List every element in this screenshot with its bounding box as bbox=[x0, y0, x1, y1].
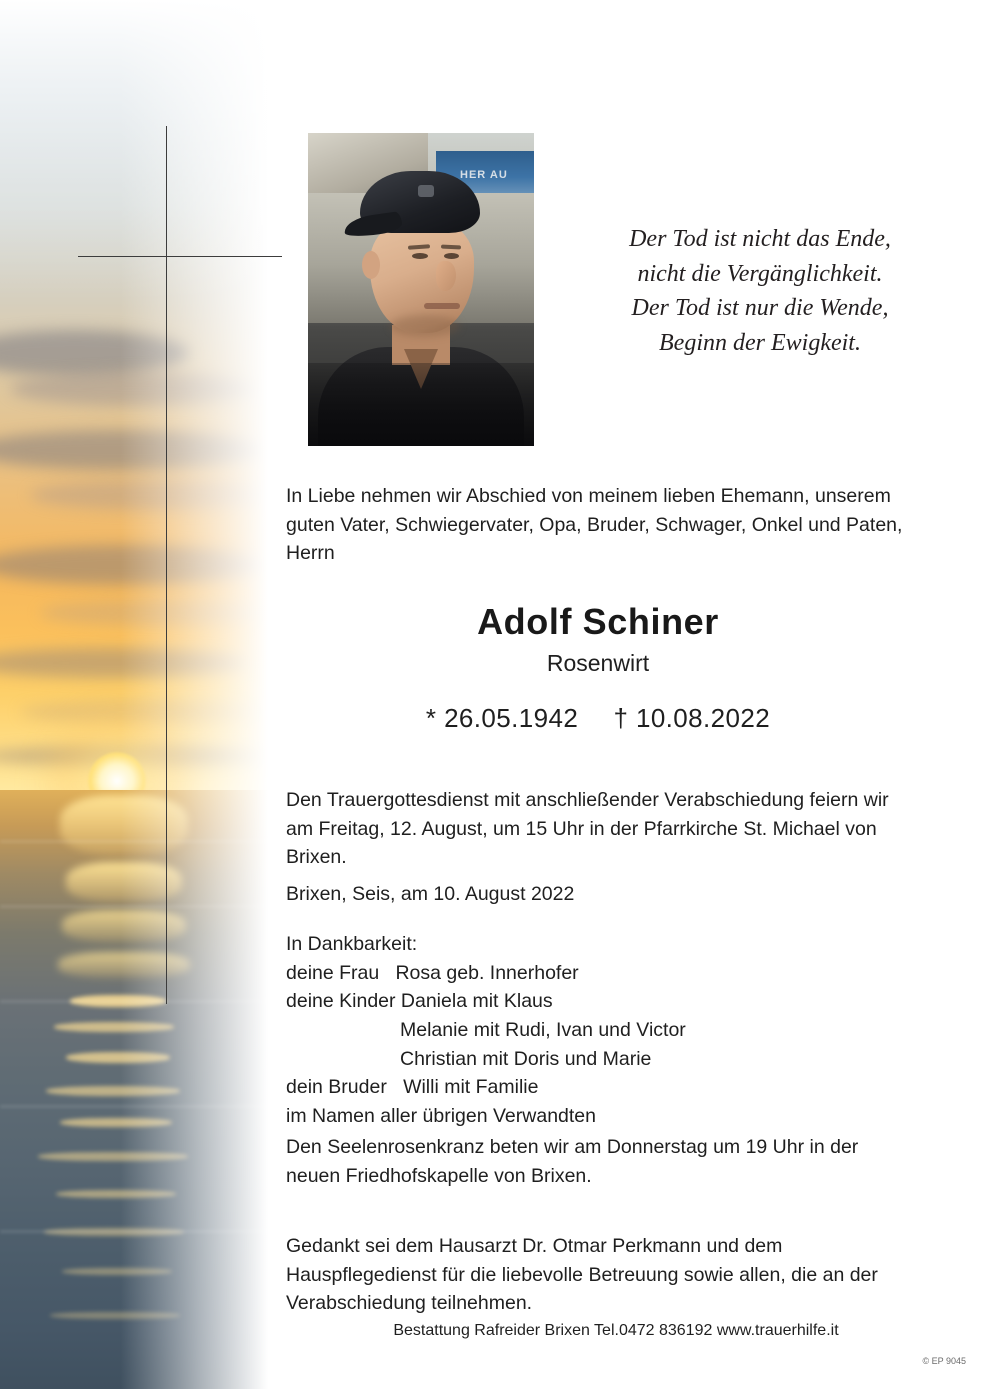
cloud bbox=[40, 600, 268, 626]
chin-shadow bbox=[390, 315, 460, 337]
water-sparkle bbox=[60, 1118, 172, 1127]
rosary-paragraph: Den Seelenrosenkranz beten wir am Donnerstag um 19 Uhr in der neuen Friedhofskapelle von Brixen. bbox=[286, 1136, 859, 1187]
verse-line: nicht die Vergänglichkeit. bbox=[637, 260, 883, 287]
verse-line: Beginn der Ewigkeit. bbox=[659, 329, 861, 356]
eye-left bbox=[412, 253, 428, 259]
funeral-service-paragraph: Den Trauergottesdienst mit anschließender Verabschiedung feiern wir am Freitag, 12. August, um 15 Uhr in der Pfarrkirche St. Michael von Brixen. bbox=[286, 789, 889, 869]
verse-line: Der Tod ist nur die Wende, bbox=[631, 295, 889, 322]
family-line: Christian mit Doris und Marie bbox=[400, 1047, 652, 1070]
cloud bbox=[0, 545, 268, 585]
sun-reflection bbox=[66, 862, 182, 902]
mouth bbox=[424, 303, 460, 309]
water-sparkle bbox=[66, 1052, 170, 1063]
cloud bbox=[30, 480, 268, 510]
water-sparkle bbox=[56, 1190, 176, 1198]
wave-line bbox=[0, 1105, 268, 1108]
copyright-note: © EP 9045 bbox=[922, 1356, 966, 1366]
family-line: Melanie mit Rudi, Ivan und Victor bbox=[400, 1018, 686, 1041]
awning-sign-text: HER AU bbox=[460, 169, 508, 181]
thanks-heading: In Dankbarkeit: bbox=[286, 933, 418, 955]
deceased-name: Adolf Schiner bbox=[477, 601, 719, 642]
intro-paragraph: In Liebe nehmen wir Abschied von meinem lieben Ehemann, unserem guten Vater, Schwiegervater, Opa, Bruder, Schwager, Onkel und Paten, Herrn bbox=[286, 485, 903, 565]
cross-icon-horizontal bbox=[78, 256, 282, 257]
deceased-block bbox=[286, 602, 910, 734]
sun-reflection bbox=[58, 952, 190, 978]
wave-line bbox=[0, 1230, 268, 1233]
water-sparkle bbox=[54, 1022, 174, 1032]
deceased-nickname: Rosenwirt bbox=[546, 649, 650, 676]
gratitude-paragraph: Gedankt sei dem Hausarzt Dr. Otmar Perkmann und dem Hauspflegedienst für die liebevolle Betreuung sowie allen, die an der Verabschiedung teilnehmen. bbox=[286, 1235, 878, 1315]
life-dates bbox=[286, 703, 910, 734]
cloud bbox=[10, 372, 260, 406]
wave-line bbox=[0, 905, 268, 908]
family-line: dein Bruder Willi mit Familie bbox=[286, 1076, 539, 1099]
cross-icon-vertical bbox=[166, 126, 167, 1004]
death-symbol: † bbox=[613, 702, 629, 733]
water-sparkle bbox=[50, 1312, 180, 1319]
family-line: im Namen aller übrigen Verwandten bbox=[286, 1104, 597, 1127]
water-sparkle bbox=[62, 1268, 172, 1275]
portrait-photo bbox=[308, 133, 534, 446]
family-block bbox=[286, 930, 910, 1131]
verse-line: Der Tod ist nicht das Ende, bbox=[629, 226, 891, 252]
sunset-photo bbox=[0, 0, 268, 1389]
eye-right bbox=[444, 253, 459, 259]
wave-line bbox=[0, 840, 268, 843]
family-line: deine Kinder Daniela mit Klaus bbox=[286, 990, 553, 1013]
wave-line bbox=[0, 1000, 268, 1003]
memorial-verse bbox=[560, 222, 960, 360]
portrait-shadow bbox=[308, 363, 534, 446]
place-and-date: Brixen, Seis, am 10. August 2022 bbox=[286, 883, 575, 905]
birth-symbol: * bbox=[425, 702, 437, 733]
sun-reflection bbox=[62, 910, 186, 942]
water-sparkle bbox=[46, 1086, 180, 1096]
sun-reflection bbox=[60, 795, 188, 855]
cap-badge bbox=[418, 185, 434, 197]
funeral-home-footer: Bestattung Rafreider Brixen Tel.0472 836192 www.trauerhilfe.it bbox=[393, 1322, 839, 1339]
ear bbox=[362, 251, 380, 279]
birth-date: 26.05.1942 bbox=[444, 702, 579, 733]
water-sparkle bbox=[38, 1152, 188, 1161]
family-line: deine Frau Rosa geb. Innerhofer bbox=[286, 961, 579, 984]
death-date: 10.08.2022 bbox=[635, 702, 771, 733]
